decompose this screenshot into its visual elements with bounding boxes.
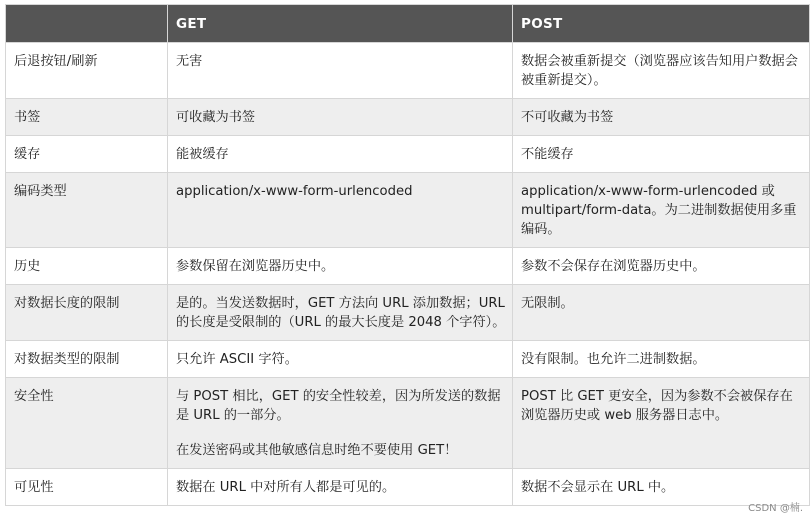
table-row	[6, 99, 810, 136]
row-label: 对数据长度的限制	[6, 285, 168, 341]
row-label: 历史	[6, 248, 168, 285]
get-cell: 无害	[168, 43, 513, 99]
table-row	[6, 173, 810, 248]
post-cell: application/x-www-form-urlencoded 或 multipart/form-data。为二进制数据使用多重编码。	[513, 173, 810, 248]
post-cell: 无限制。	[513, 285, 810, 341]
row-label: 后退按钮/刷新	[6, 43, 168, 99]
header-get: GET	[168, 5, 513, 43]
get-cell: 只允许 ASCII 字符。	[168, 341, 513, 378]
get-post-comparison-table	[5, 4, 810, 506]
post-cell: 参数不会保存在浏览器历史中。	[513, 248, 810, 285]
table-row	[6, 43, 810, 99]
post-cell: POST 比 GET 更安全，因为参数不会被保存在浏览器历史或 web 服务器日志中。	[513, 378, 810, 469]
post-cell: 不能缓存	[513, 136, 810, 173]
get-cell: 可收藏为书签	[168, 99, 513, 136]
table-header-row	[6, 5, 810, 43]
get-cell: application/x-www-form-urlencoded	[168, 173, 513, 248]
row-label: 可见性	[6, 469, 168, 506]
table-row	[6, 341, 810, 378]
get-cell: 数据在 URL 中对所有人都是可见的。	[168, 469, 513, 506]
row-label: 编码类型	[6, 173, 168, 248]
table-row	[6, 285, 810, 341]
get-cell: 参数保留在浏览器历史中。	[168, 248, 513, 285]
post-cell: 数据会被重新提交（浏览器应该告知用户数据会被重新提交）。	[513, 43, 810, 99]
watermark: CSDN @楠.	[748, 503, 803, 514]
header-post: POST	[513, 5, 810, 43]
row-label: 安全性	[6, 378, 168, 469]
get-cell: 能被缓存	[168, 136, 513, 173]
header-feature	[6, 5, 168, 43]
post-cell: 不可收藏为书签	[513, 99, 810, 136]
get-cell: 是的。当发送数据时，GET 方法向 URL 添加数据；URL 的长度是受限制的（URL 的最大长度是 2048 个字符）。	[168, 285, 513, 341]
table-row	[6, 469, 810, 506]
get-security-note: 在发送密码或其他敏感信息时绝不要使用 GET！	[176, 443, 458, 458]
post-cell: 数据不会显示在 URL 中。	[513, 469, 810, 506]
get-cell	[168, 378, 513, 469]
post-cell: 没有限制。也允许二进制数据。	[513, 341, 810, 378]
table-row	[6, 378, 810, 469]
table-row	[6, 136, 810, 173]
table-row	[6, 248, 810, 285]
get-security-text: 与 POST 相比，GET 的安全性较差，因为所发送的数据是 URL 的一部分。	[176, 389, 501, 423]
row-label: 对数据类型的限制	[6, 341, 168, 378]
row-label: 书签	[6, 99, 168, 136]
row-label: 缓存	[6, 136, 168, 173]
